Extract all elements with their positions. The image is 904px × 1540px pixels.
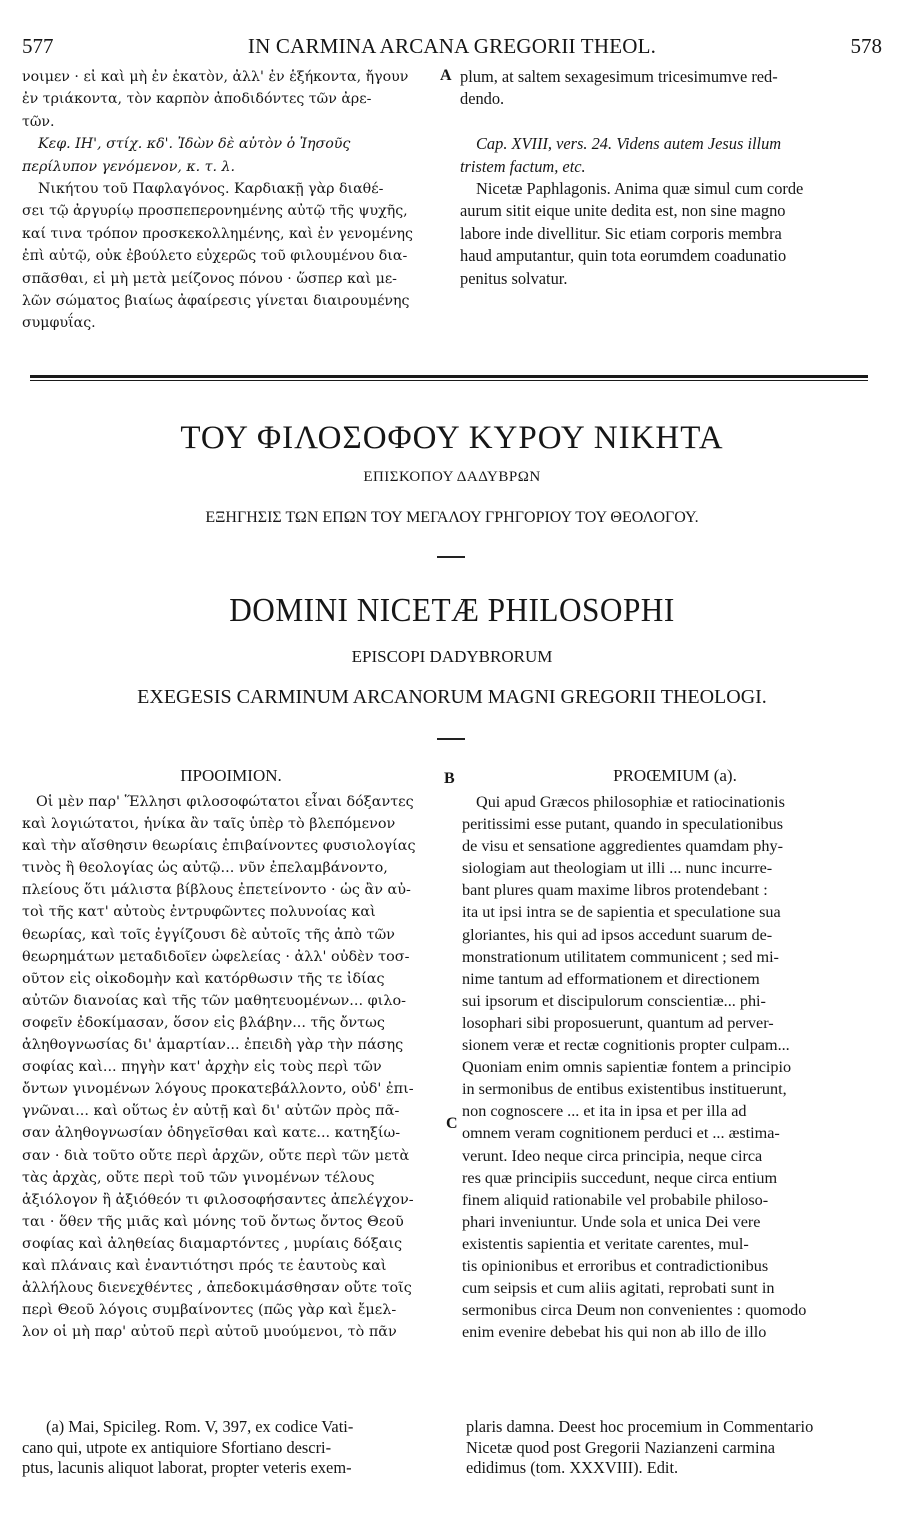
text-line: enim evenire debebat his qui non ab illo de illo [462, 1323, 767, 1342]
text-line: σοφίας καὶ ἀληθείας διαμαρτόντες , μυρίαις δόξαις [22, 1235, 403, 1252]
text-line: τοὶ τῆς κατ' αὐτοὺς ἐντρυφῶντες πολυνοίας καὶ [22, 904, 376, 921]
text-line: sui ipsorum et discipulorum conscientiæ... phi- [462, 991, 766, 1010]
text-line: sionem veræ et rectæ cognitionis propter culpam... [462, 1036, 790, 1055]
margin-letter-c: C [446, 1115, 458, 1132]
section-rule [30, 375, 868, 378]
text-line: finem aliquid rationabile vel probabile philoso- [462, 1190, 769, 1209]
margin-letter-a: A [440, 67, 452, 84]
text-line: πλείους ὅτι μάλιστα βίβλους ἐπετείνοντο · ὡς ἂν αὐ- [22, 882, 411, 899]
text-line: monstrationum utilitatem communicent ; sed mi- [462, 947, 779, 966]
page-number-left: 577 [22, 34, 54, 58]
title-dash [437, 556, 465, 558]
text-line: οῦτον εἰς οἰκοδομὴν καὶ κατόρθωσιν τῆς τε ἰδίας [22, 970, 385, 987]
text-line: νοιμεν · εἰ καὶ μὴ ἐν ἑκατὸν, ἀλλ' ἐν ἑξήκοντα, ἤγουν [22, 69, 409, 85]
text-line: ἐπὶ αὐτῷ, οὐκ ἐβούλετο εὐχερῶς τοῦ φιλουμένου δια- [22, 248, 408, 265]
text-line: in sermonibus de entibus existentibus instituerunt, [462, 1080, 787, 1099]
text-line: Νικήτου τοῦ Παφλαγόνος. Καρδιακῇ γὰρ διαθέ- [38, 181, 384, 198]
text-line: σαν ἀληθογνωσίαν ὁδηγεῖσθαι καὶ κατε... κατηξίω- [22, 1125, 401, 1142]
text-line: λῶν σώματος βιαίως ἀφαίρεσις γίνεται διαιρουμένης [22, 293, 410, 310]
text-line: haud amputantur, quin tota eorumdem coadunatio [460, 246, 787, 266]
text-line: θεωρημάτων μεταδιδοῖεν ὠφελείας · ἀλλ' οὐδὲν τοσ- [22, 948, 410, 965]
text-line: τὰς ἀρχὰς, οὔτε περὶ τοῦ τῶν γινομένων τέλους [22, 1169, 375, 1186]
text-line: losophari sibi proposuerunt, quantum ad perver- [462, 1013, 774, 1032]
text-line: Οἱ μὲν παρ' Ἕλλησι φιλοσοφώτατοι εἶναι δόξαντες [36, 794, 414, 810]
text-line: γνῶναι... καὶ οὕτως ἐν αὐτῇ καὶ δι' αὐτῶν πρὸς πᾶ- [22, 1103, 400, 1120]
latin-title: DOMINI NICETÆ PHILOSOPHI [229, 592, 675, 629]
text-line: σοφίας καὶ... πηγὴν κατ' ἀρχὴν εἰς τοὺς περὶ τῶν [22, 1059, 382, 1076]
text-line: θεωρίας, καὶ τοῖς ἐγγίζουσι δὲ αὐτοῖς τῆς ἀπὸ τῶν [22, 926, 395, 943]
text-line: καὶ λογιώτατοι, ἡνίκα ἂν ταῖς ὑπὲρ τὸ βλεπόμενον [22, 816, 396, 833]
text-line: Nicetæ Paphlagonis. Anima quæ simul cum corde [476, 179, 804, 199]
text-line: nime tantum ad efformationem et directionem [462, 969, 760, 988]
text-line: aurum sitit eique unite dedita est, non sine magno [460, 201, 786, 221]
text-line: omnem veram cognitionem perduci et ... æstima- [462, 1124, 780, 1143]
text-line: ἐν τριάκοντα, τὸν καρπὸν ἀποδιδόντες τῶν ἀρε- [22, 91, 372, 108]
footnote-line: (a) Mai, Spicileg. Rom. V, 397, ex codice Vati- [46, 1417, 354, 1436]
text-line: tis opinionibus et erroribus et contradictionibus [462, 1256, 769, 1275]
footnote-line: plaris damna. Deest hoc procemium in Commentario [466, 1417, 814, 1436]
running-title: IN CARMINA ARCANA GREGORII THEOL. [247, 34, 657, 58]
text-line: περίλυπον γενόμενον, κ. τ. λ. [22, 158, 236, 175]
footnote-line: Nicetæ quod post Gregorii Nazianzeni carmina [466, 1437, 776, 1457]
footnote-line: ptus, lacunis aliquot laborat, propter veteris exem- [22, 1458, 352, 1477]
latin-subtitle: EPISCOPI DADYBRORUM [351, 647, 553, 666]
margin-letter-b: B [444, 770, 455, 787]
top-greek-column [22, 66, 440, 335]
greek-title: ΤΟΥ ΦΙΛΟΣΟΦΟΥ ΚΥΡΟΥ ΝΙΚΗΤΑ [180, 420, 724, 456]
text-line: ἀληθογνωσίας δι' ἁμαρτίαν... ἐπειδὴ γὰρ τὴν πάσης [22, 1037, 404, 1054]
text-line: σοφεῖν ἐδοκίμασαν, ὅσον εἰς βλάβην... τῆς ὄντως [22, 1014, 385, 1031]
greek-subtitle-2: ΕΞΗΓΗΣΙΣ ΤΩΝ ΕΠΩΝ ΤΟΥ ΜΕΓΑΛΟΥ ΓΡΗΓΟΡΙΟΥ ΤΟΥ ΘΕΟΛΟΓΟΥ. [205, 509, 699, 526]
text-line: ὄντων γινομένων λόγους προκατεβάλλοντο, οὐδ' ἐπι- [22, 1081, 414, 1098]
footnote-line: edidimus (tom. XXXVIII). Edit. [466, 1458, 679, 1477]
text-line: Qui apud Græcos philosophiæ et ratiocinationis [476, 793, 785, 811]
text-line: bant plures quam maxime libros protendebant : [462, 881, 768, 900]
body-greek-column [22, 791, 440, 1343]
page-number-right: 578 [850, 34, 882, 58]
greek-section-heading: ΠΡΟΟΙΜΙΟΝ. [180, 766, 282, 785]
text-line: ἀξιόλογον ἢ ἀξιόθεόν τι φιλοσοφήσαντες ἀπελέγχον- [22, 1191, 414, 1208]
latin-section-heading: PROŒMIUM (a). [613, 766, 737, 785]
footnote-left [22, 1417, 442, 1479]
text-line: dendo. [460, 89, 505, 109]
text-line: σπᾶσθαι, εἰ μὴ μετὰ μείζονος πόνου · ὥσπερ καὶ με- [22, 270, 397, 287]
text-line: τῶν. [22, 113, 55, 130]
running-header [22, 34, 882, 60]
text-line: peritissimi esse putant, quando in speculationibus [462, 815, 784, 834]
text-line: verunt. Ideo neque circa principia, neque circa [462, 1146, 763, 1165]
text-line: plum, at saltem sexagesimum tricesimumve red- [460, 67, 778, 86]
text-line: λον οἱ μὴ παρ' αὐτοῦ περὶ αὐτοῦ μυούμενοι, τὸ πᾶν [22, 1324, 397, 1341]
chapter-heading: Κεφ. ΙΗ', στίχ. κδ'. Ἰδὼν δὲ αὐτὸν ὁ Ἰησοῦς [38, 136, 351, 153]
text-line: siologiam aut theologiam ut illi ... nunc incurre- [462, 859, 773, 878]
text-line: αὐτῶν διανοίας καὶ τῆς τῶν μαθητευομένων... φιλο- [22, 992, 406, 1009]
text-line: Quoniam enim omnis sapientiæ fontem a principio [462, 1058, 792, 1077]
text-line: συμφυΐας. [22, 315, 96, 332]
chapter-heading: Cap. XVIII, vers. 24. Videns autem Jesus illum [476, 134, 782, 154]
text-line: existentis sapientia et veritate carentes, mul- [462, 1234, 749, 1253]
text-line: περὶ Θεοῦ λόγοις συμβαίνοντες (πῶς γὰρ καὶ ἔμελ- [22, 1302, 397, 1319]
text-line: cum seipsis et cum aliis agitati, reprobati sunt in [462, 1279, 775, 1298]
text-line [460, 111, 880, 133]
text-line: phari inveniuntur. Unde sola et unica Dei vere [462, 1212, 761, 1231]
body-latin-column [462, 791, 882, 1343]
text-line: non cognoscere ... et ita in ipsa et per illa ad [462, 1102, 747, 1121]
text-line: σαν · διὰ τοῦτο οὔτε περὶ ἀρχῶν, οὔτε περὶ τῶν μετὰ [22, 1147, 410, 1164]
footnote-line: cano qui, utpote ex antiquiore Sfortiano descri- [22, 1437, 332, 1457]
title-dash-2 [437, 738, 465, 740]
text-line: res quæ principiis succedunt, neque circa entium [462, 1168, 778, 1187]
text-line: καὶ τὴν αἴσθησιν θεωρίαις ἐπιβαίνοντες φυσιολογίας [22, 838, 416, 855]
text-line: ita ut ipsi intra se de sapientia et speculatione sua [462, 903, 781, 922]
latin-subtitle-2: EXEGESIS CARMINUM ARCANORUM MAGNI GREGORII THEOLOGI. [137, 686, 767, 708]
top-latin-column [460, 66, 880, 290]
text-line: sermonibus circa Deum non convenientes : quomodo [462, 1301, 807, 1320]
text-line: de visu et sensatione aggredientes quamdam phy- [462, 837, 783, 856]
text-line: tristem factum, etc. [460, 156, 586, 176]
text-line: penitus solvatur. [460, 268, 568, 288]
text-line: καί τινα τρόπον προσκεκολλημένης, καὶ ἐν γενομένης [22, 225, 413, 242]
text-line: σει τῷ ἀργυρίῳ προσπεπερονημένης αὐτῷ τῆς ψυχῆς, [22, 203, 408, 220]
text-line: ἀλλήλους διενεχθέντες , ἀπεδοκιμάσθησαν οὔτε τοῖς [22, 1280, 412, 1297]
text-line: τινὸς ἢ θεολογίας ὡς αὐτῷ... νῦν ἐπελαμβάνοντο, [22, 860, 388, 877]
text-line: labore inde divellitur. Sic etiam corporis membra [460, 223, 782, 243]
greek-subtitle: ΕΠΙΣΚΟΠΟΥ ΔΑΔΥΒΡΩΝ [363, 469, 541, 485]
footnote-right [466, 1417, 882, 1479]
section-rule-thin [30, 380, 868, 381]
text-line: ται · ὅθεν τῆς μιᾶς καὶ μόνης τοῦ ὄντως ὄντος Θεοῦ [22, 1213, 404, 1230]
text-line: gloriantes, his qui ad ipsos accedunt suarum de- [462, 925, 773, 944]
text-line: καὶ πλάναις καὶ ἐναντιότησι πρός τε ἑαυτοὺς καὶ [22, 1257, 387, 1274]
